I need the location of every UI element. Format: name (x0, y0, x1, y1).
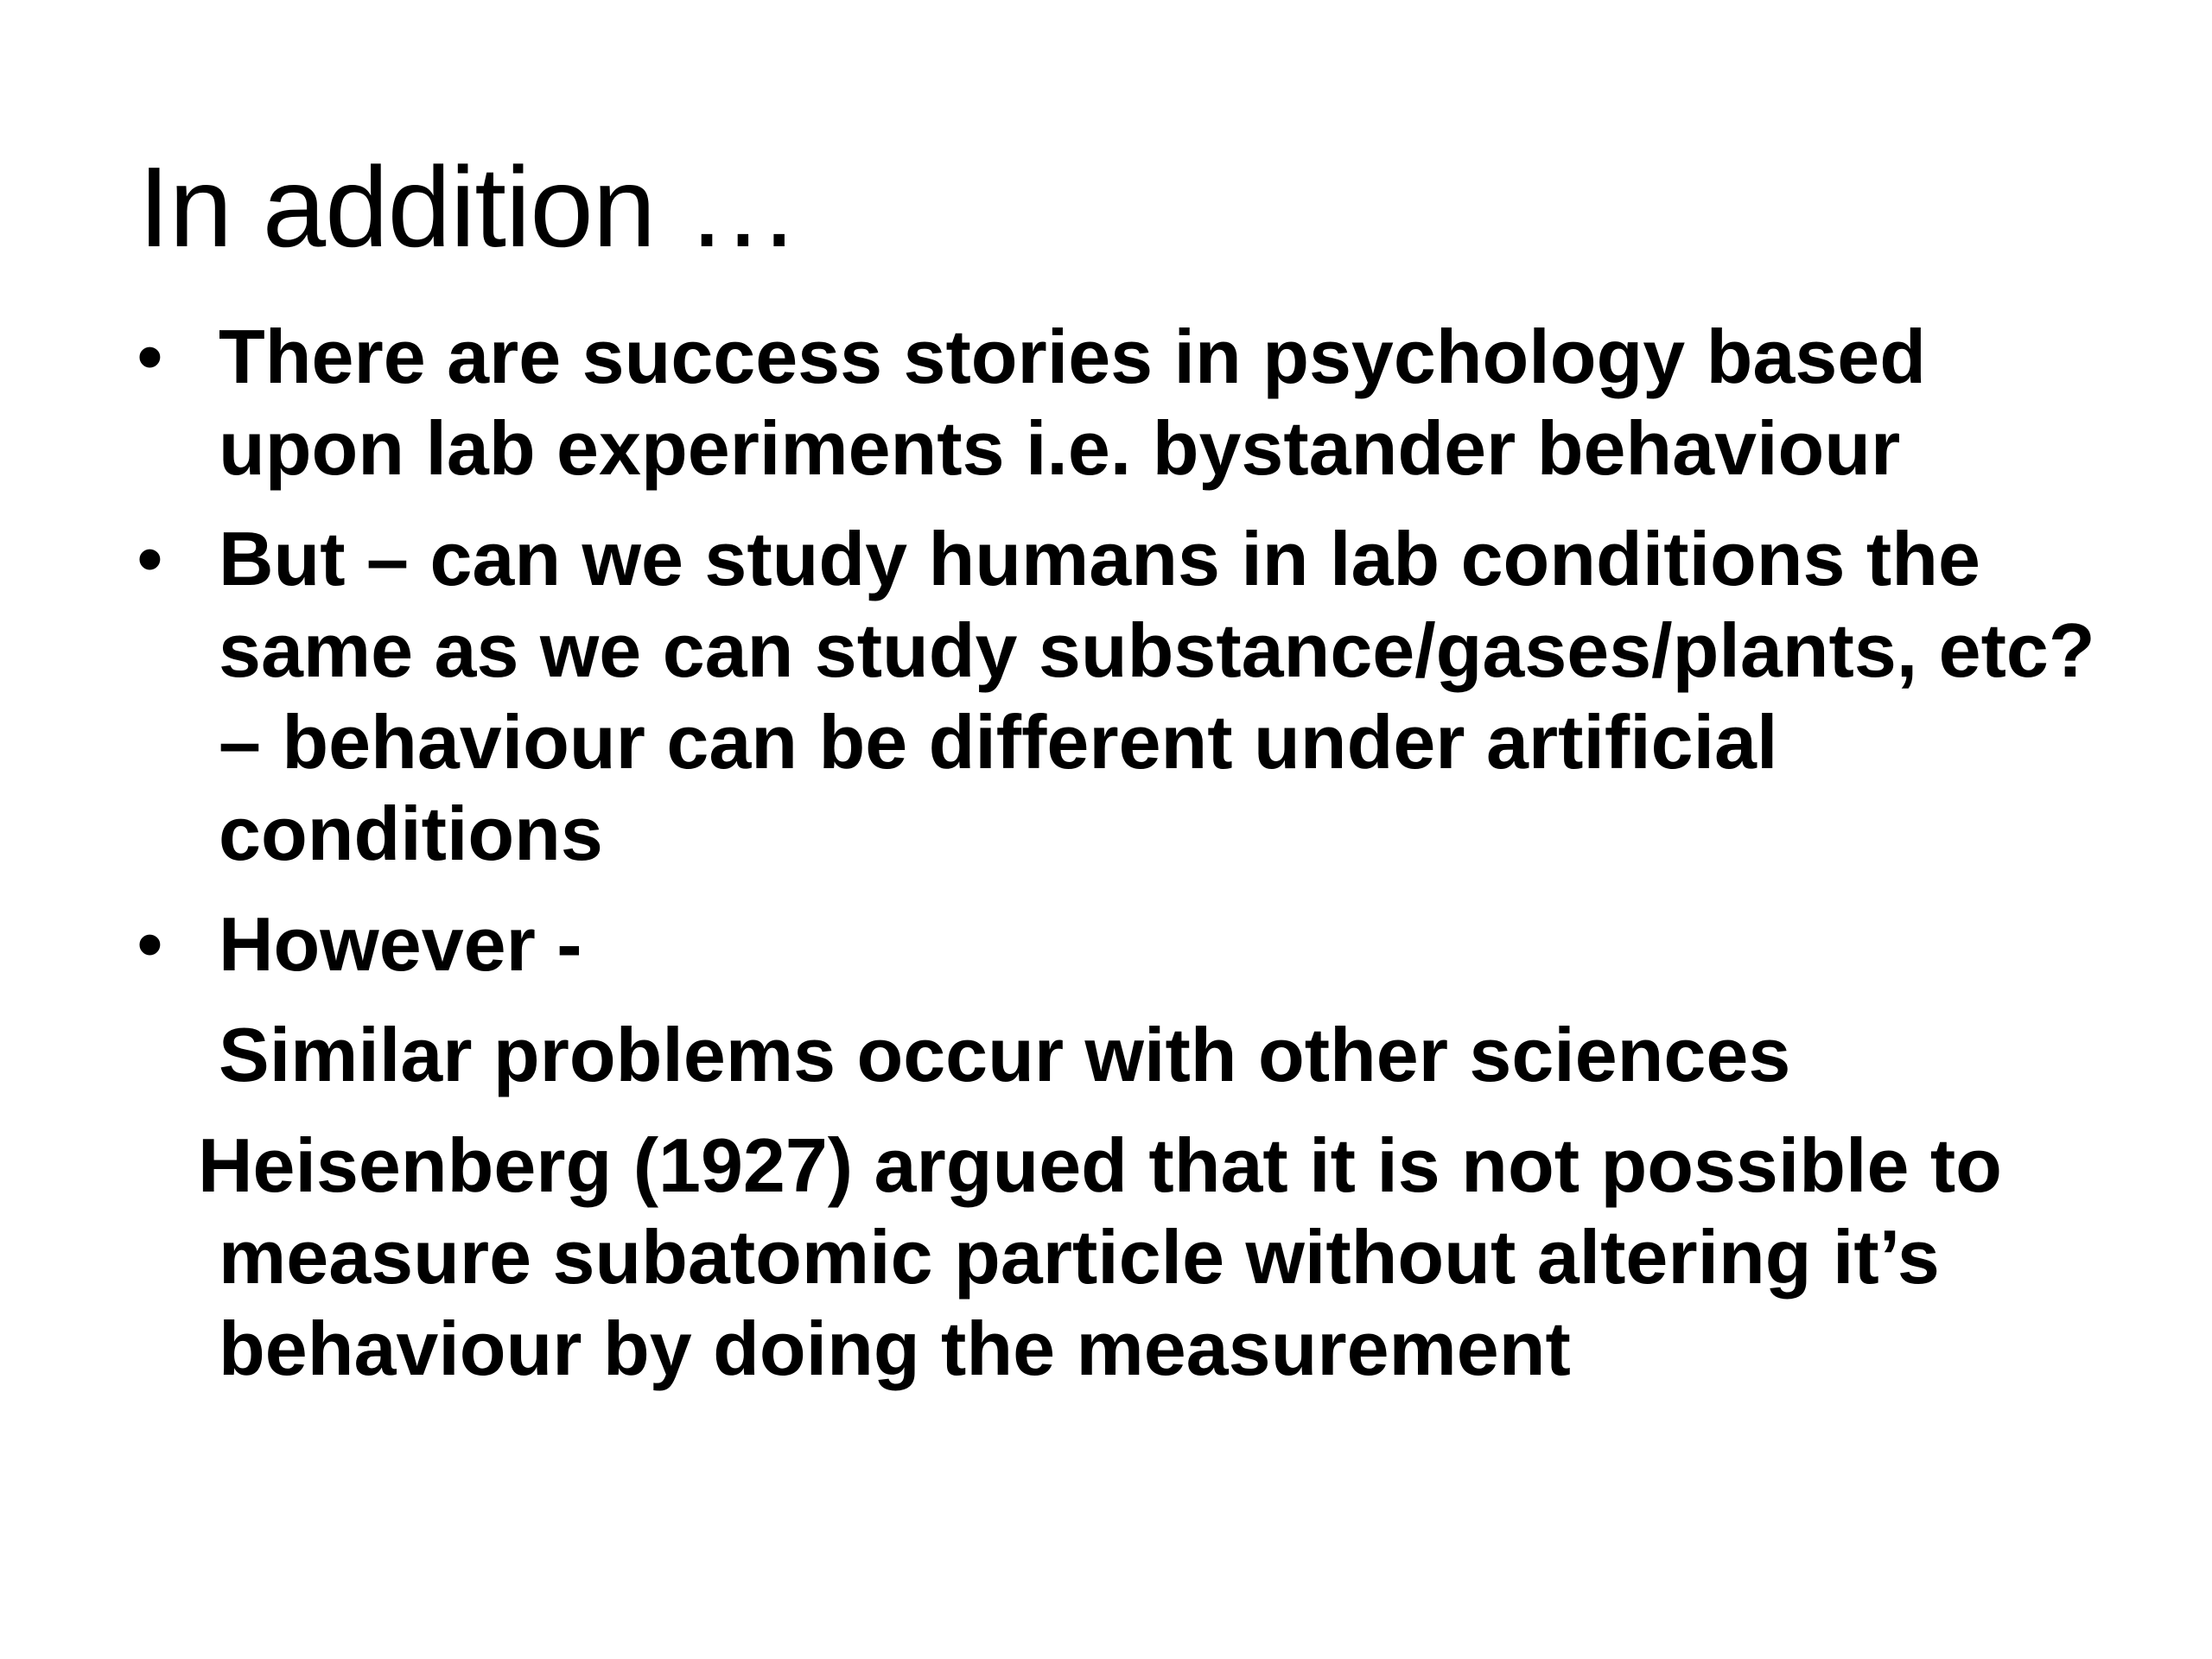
bullet-dot-icon: • (137, 901, 163, 987)
bullet-item (137, 899, 2124, 990)
body-paragraph: Similar problems occur with other sciences (219, 1012, 1791, 1097)
bullet-dot-icon: • (137, 516, 163, 601)
slide-title: In addition … (138, 143, 799, 270)
bullet-dot-icon: • (137, 314, 163, 399)
bullet-item (137, 311, 2124, 494)
bullet-text: There are success stories in psychology based upon lab experiments i.e. bystander behaviour (219, 314, 1926, 491)
bullet-text: But – can we study humans in lab conditions the same as we can study substance/gases/plants, etc? – behaviour can be different under artificial conditions (219, 516, 2095, 876)
slide-body (137, 311, 2124, 1395)
bullet-text: However - (219, 901, 582, 987)
body-paragraph: Heisenberg (1927) argued that it is not possible to measure subatomic particle without altering it’s behaviour by doing the measurement (198, 1122, 2002, 1391)
bullet-item (137, 513, 2124, 880)
